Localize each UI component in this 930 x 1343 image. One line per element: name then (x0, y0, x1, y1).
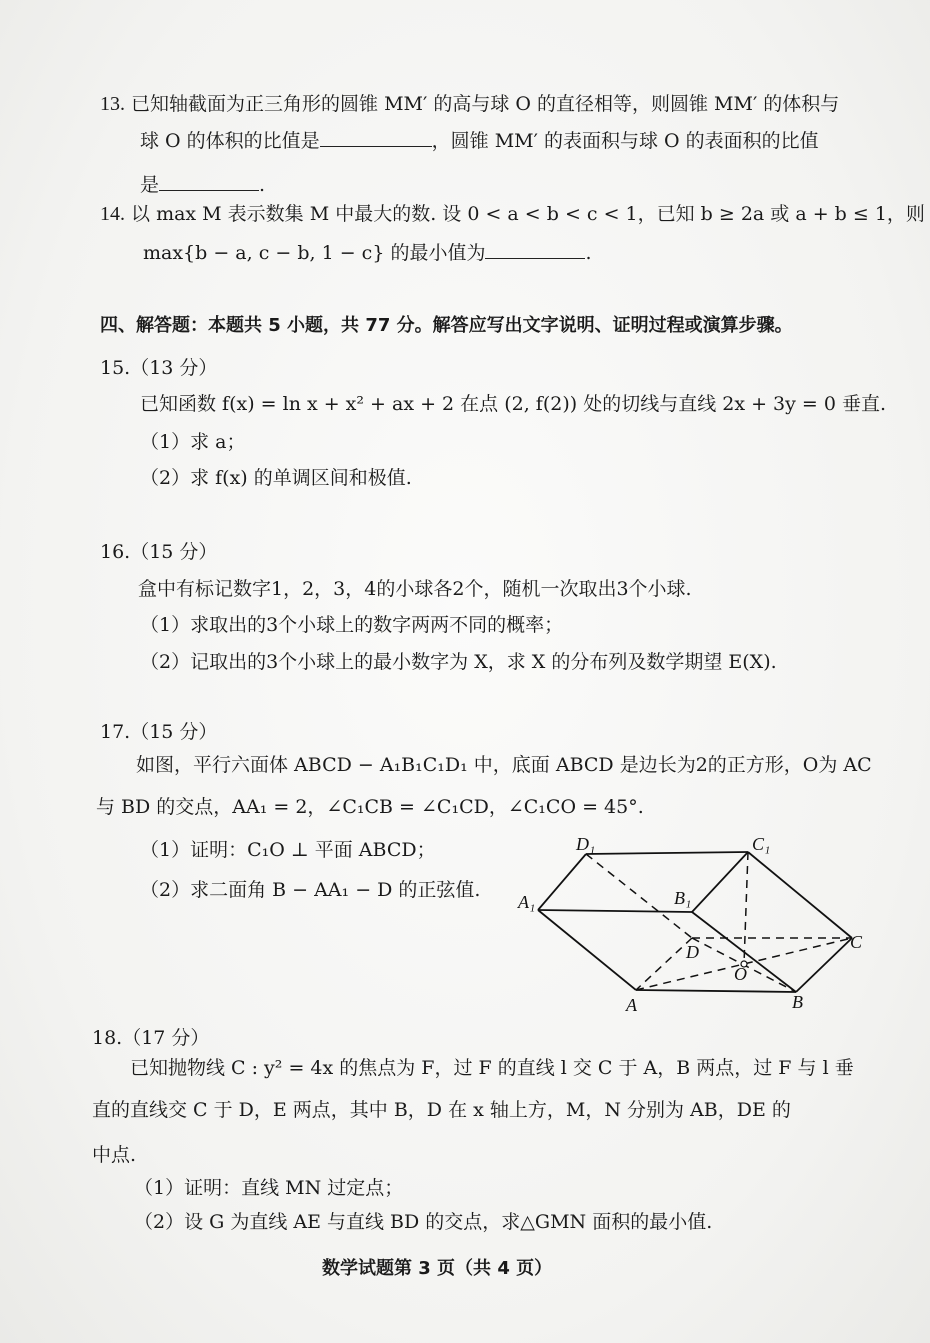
edge-DA (636, 938, 692, 990)
q13-answer-blank-1[interactable] (320, 128, 432, 147)
q18-header: 18.（17 分） (92, 1027, 210, 1049)
q15-part1: （1）求 a； (140, 431, 246, 453)
q17-parallelepiped-figure (510, 830, 880, 1020)
edge-CB (796, 938, 852, 992)
edge-BA (636, 990, 796, 992)
edge-D1A1 (538, 854, 586, 910)
label-B: B (792, 992, 803, 1012)
edge-D1C1 (586, 852, 748, 854)
q17-part1: （1）证明：C₁O ⊥ 平面 ABCD； (140, 839, 436, 861)
q13-text-2b: ，圆锥 MM′ 的表面积与球 O 的表面积的比值 (431, 130, 819, 152)
q13-text-3b: . (259, 174, 266, 196)
q17-header: 17.（15 分） (100, 721, 218, 743)
q13-text-1: 已知轴截面为正三角形的圆锥 MM′ 的高与球 O 的直径相等，则圆锥 MM′ 的体积与 (131, 93, 840, 115)
q14-text-2a: max{b − a, c − b, 1 − c} 的最小值为 (143, 242, 486, 264)
q14-line1 (100, 202, 925, 226)
q13-number: 13. (100, 93, 125, 115)
q14-line2 (143, 240, 592, 265)
segment-C1O (744, 852, 748, 964)
q15-header: 15.（13 分） (100, 357, 218, 379)
q14-text-1: 以 max M 表示数集 M 中最大的数. 设 0 < a < b < c < 1，已知 b ≥ 2a 或 a + b ≤ 1，则 (131, 203, 925, 225)
label-B1: B₁ (674, 888, 692, 908)
edge-AA1 (538, 910, 636, 990)
q17-part2: （2）求二面角 B − AA₁ − D 的正弦值. (140, 879, 481, 901)
q14-number: 14. (100, 203, 125, 225)
q13-line1 (100, 92, 839, 116)
q17-stem-2: 与 BD 的交点，AA₁ = 2，∠C₁CB = ∠C₁CD，∠C₁CO = 45°. (96, 796, 644, 818)
q13-text-3a: 是 (140, 174, 160, 196)
label-D1: D₁ (576, 834, 596, 854)
q13-line3 (140, 172, 265, 197)
label-C: C (850, 932, 863, 952)
q15-stem: 已知函数 f(x) = ln x + x² + ax + 2 在点 (2, f(2)) 处的切线与直线 2x + 3y = 0 垂直. (140, 393, 887, 415)
label-O: O (734, 964, 747, 984)
q13-answer-blank-2[interactable] (159, 172, 259, 191)
q16-header: 16.（15 分） (100, 541, 218, 563)
label-A1: A₁ (518, 892, 536, 912)
q16-part1: （1）求取出的3个小球上的数字两两不同的概率； (140, 614, 564, 636)
edge-B1C1 (692, 852, 748, 912)
label-D: D (686, 942, 699, 962)
q17-stem-1: 如图，平行六面体 ABCD − A₁B₁C₁D₁ 中，底面 ABCD 是边长为2的正方形，O为 AC (136, 754, 872, 776)
q16-stem: 盒中有标记数字1，2，3，4的小球各2个，随机一次取出3个小球. (138, 578, 692, 600)
q18-part2: （2）设 G 为直线 AE 与直线 BD 的交点，求△GMN 面积的最小值. (134, 1211, 713, 1233)
q14-answer-blank[interactable] (485, 240, 585, 259)
q18-stem-1: 已知抛物线 C : y² = 4x 的焦点为 F，过 F 的直线 l 交 C 于 A，B 两点，过 F 与 l 垂 (130, 1057, 854, 1079)
edge-C1C (748, 852, 852, 938)
q18-stem-2: 直的直线交 C 于 D，E 两点，其中 B，D 在 x 轴上方，M，N 分别为 AB，DE 的 (92, 1099, 791, 1121)
page-footer: 数学试题第 3 页（共 4 页） (322, 1258, 553, 1279)
q15-part2: （2）求 f(x) 的单调区间和极值. (140, 467, 412, 489)
section-4-heading: 四、解答题：本题共 5 小题，共 77 分。解答应写出文字说明、证明过程或演算步骤。 (100, 315, 793, 336)
q14-text-2b: . (585, 242, 592, 264)
edge-A1B1 (538, 910, 692, 912)
q13-text-2a: 球 O 的体积的比值是 (140, 130, 320, 152)
q18-part1: （1）证明：直线 MN 过定点； (134, 1177, 404, 1199)
q18-stem-3: 中点. (92, 1144, 137, 1166)
q13-line2 (140, 128, 819, 153)
q16-part2: （2）记取出的3个小球上的最小数字为 X，求 X 的分布列及数学期望 E(X). (140, 651, 777, 673)
label-A: A (626, 995, 637, 1015)
label-C1: C₁ (752, 834, 771, 854)
